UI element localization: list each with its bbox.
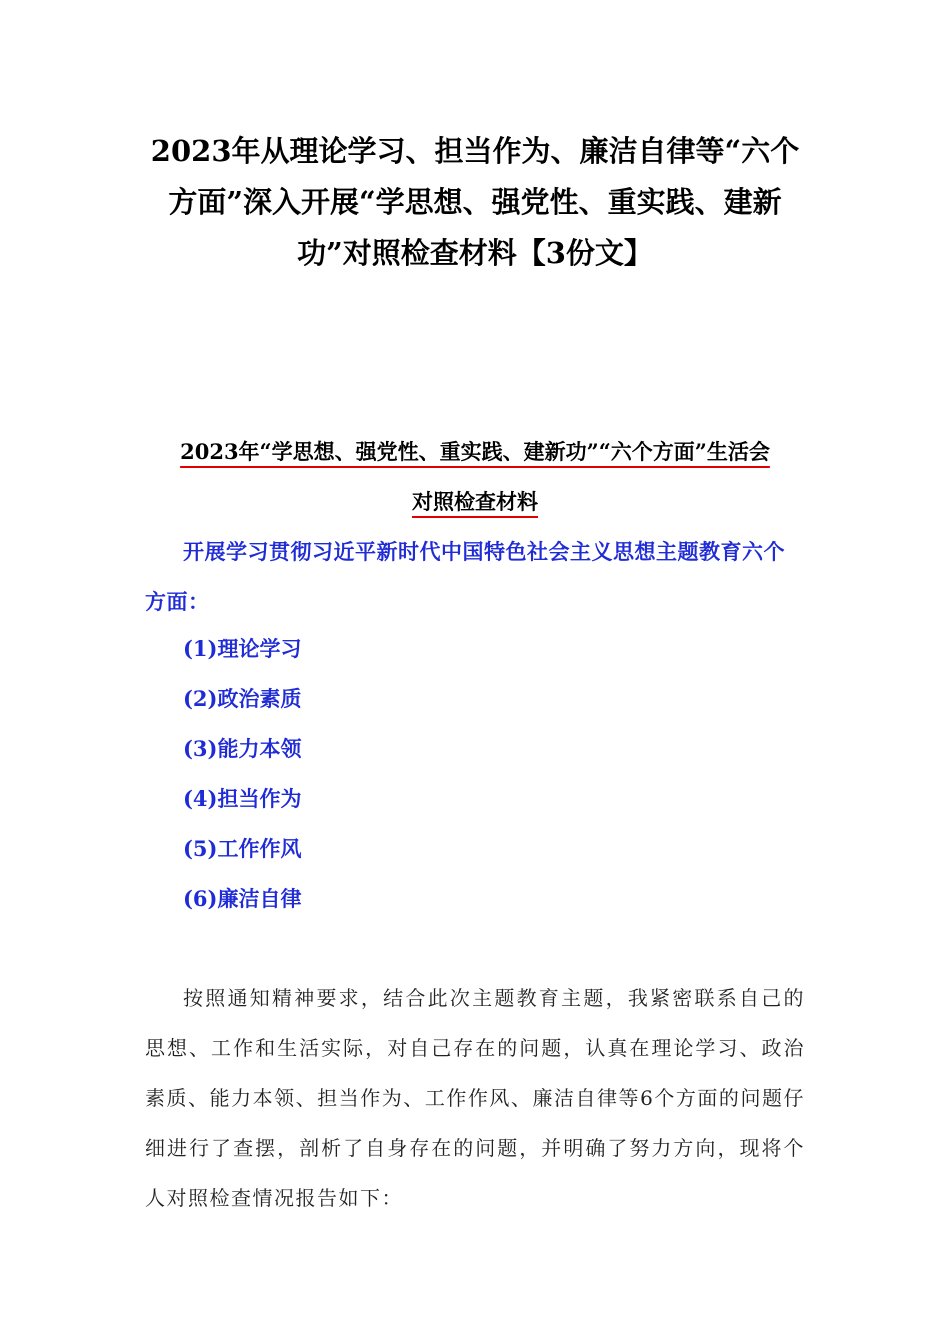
intro-paragraph: 开展学习贯彻习近平新时代中国特色社会主义思想主题教育六个方面： — [145, 539, 785, 614]
aspect-item-3: (3)能力本领 — [183, 736, 302, 761]
section-heading-line-1 — [140, 427, 810, 477]
aspect-item-6: (6)廉洁自律 — [183, 886, 302, 911]
aspect-item-1: (1)理论学习 — [183, 636, 302, 661]
document-title-line-3: 功”对照检查材料【3份文】 — [297, 236, 653, 270]
document-title — [140, 126, 810, 279]
body-paragraph: 按照通知精神要求，结合此次主题教育主题，我紧密联系自己的思想、工作和生活实际，对自己存在的问题，认真在理论学习、政治素质、能力本领、担当作为、工作作风、廉洁自律等6个方面的问题仔细进行了查摆，剖析了自身存在的问题，并明确了努力方向，现将个人对照检查情况报告如下： — [145, 986, 805, 1210]
section-heading — [140, 427, 810, 527]
document-title-line-2: 方面”深入开展“学思想、强党性、重实践、建新 — [168, 185, 782, 219]
section-heading-line-2 — [140, 477, 810, 527]
document-title-line-1: 2023年从理论学习、担当作为、廉洁自律等“六个 — [150, 134, 800, 168]
aspect-item-2: (2)政治素质 — [183, 686, 302, 711]
aspect-item-4: (4)担当作为 — [183, 786, 302, 811]
section-heading-line-2-text: 对照检查材料 — [412, 489, 538, 514]
section-heading-line-1-text: 2023年“学思想、强党性、重实践、建新功”“六个方面”生活会 — [180, 439, 770, 464]
aspect-item-5: (5)工作作风 — [183, 836, 302, 861]
aspects-list — [183, 624, 301, 924]
